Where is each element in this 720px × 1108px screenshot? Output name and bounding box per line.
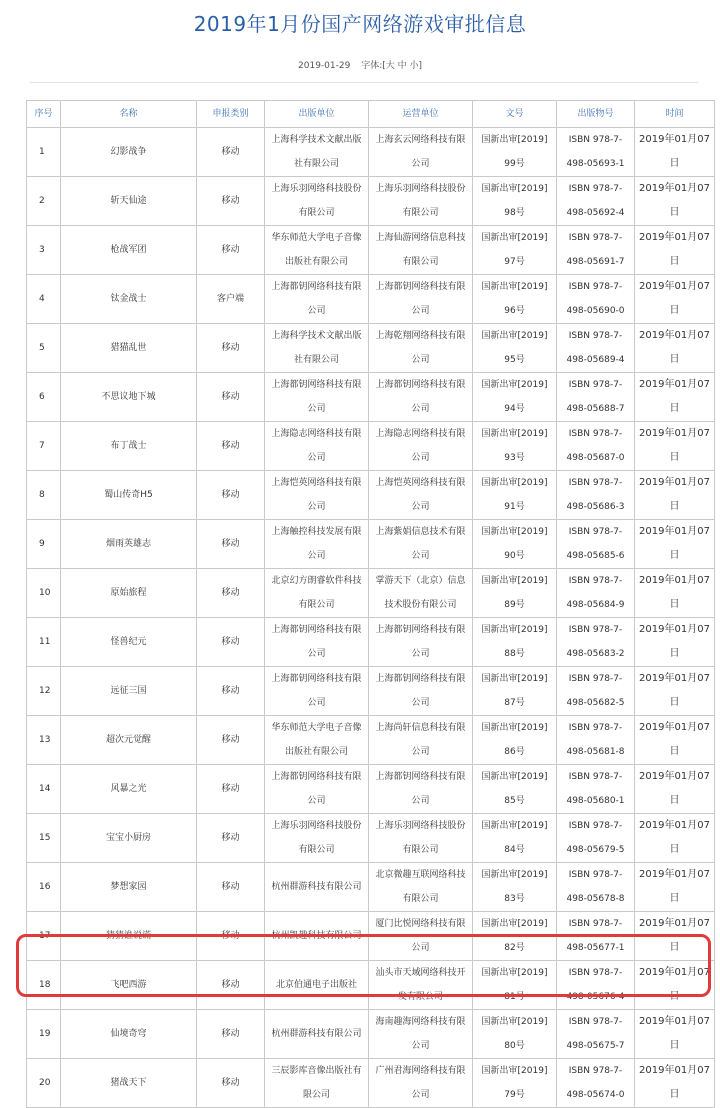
col-doc-number-cell: 国新出审[2019] 88号 [473, 618, 557, 667]
table-row [27, 569, 715, 618]
table-row [27, 765, 715, 814]
col-name-cell: 怪兽纪元 [61, 618, 197, 667]
col-serial-cell: 1 [27, 128, 61, 177]
table-row [27, 324, 715, 373]
table-row [27, 814, 715, 863]
table-row [27, 716, 715, 765]
table-row [27, 667, 715, 716]
col-doc-number-cell: 国新出审[2019] 87号 [473, 667, 557, 716]
col-isbn-cell: ISBN 978-7-498-05684-9 [557, 569, 635, 618]
col-serial-cell: 17 [27, 912, 61, 961]
highlight-box [16, 934, 711, 997]
col-time-cell: 2019年01月07日 [635, 814, 715, 863]
col-operator-cell: 上海都钥网络科技有限公司 [369, 618, 473, 667]
col-isbn-cell: ISBN 978-7-498-05692-4 [557, 177, 635, 226]
col-publisher-cell: 上海科学技术文献出版社有限公司 [265, 324, 369, 373]
col-time-cell: 2019年01月07日 [635, 569, 715, 618]
col-operator-cell: 上海尚轩信息科技有限公司 [369, 716, 473, 765]
col-doc-number-cell: 国新出审[2019] 97号 [473, 226, 557, 275]
table-row [27, 863, 715, 912]
font-size-switcher[interactable]: 字体:[大 中 小] [361, 61, 422, 71]
col-doc-number-cell: 国新出审[2019] 94号 [473, 373, 557, 422]
col-isbn-cell: ISBN 978-7-498-05693-1 [557, 128, 635, 177]
col-publisher-cell: 上海乐羽网络科技股份有限公司 [265, 814, 369, 863]
col-serial-cell: 19 [27, 1010, 61, 1059]
col-time-cell: 2019年01月07日 [635, 177, 715, 226]
col-doc-number-cell: 国新出审[2019] 89号 [473, 569, 557, 618]
col-name-cell: 猜猜谁说谎 [61, 912, 197, 961]
col-isbn-cell: ISBN 978-7-498-05680-1 [557, 765, 635, 814]
col-name-cell: 枪战军团 [61, 226, 197, 275]
col-publisher-cell: 上海都钥网络科技有限公司 [265, 618, 369, 667]
col-name-cell: 超次元觉醒 [61, 716, 197, 765]
col-time-cell: 2019年01月07日 [635, 128, 715, 177]
col-isbn-cell: ISBN 978-7-498-05686-3 [557, 471, 635, 520]
col-category-cell: 移动 [197, 618, 265, 667]
col-category-cell: 移动 [197, 373, 265, 422]
col-doc-number-cell: 国新出审[2019] 82号 [473, 912, 557, 961]
col-serial-cell: 13 [27, 716, 61, 765]
col-operator-cell: 上海恺英网络科技有限公司 [369, 471, 473, 520]
col-time-cell: 2019年01月07日 [635, 324, 715, 373]
col-time-cell: 2019年01月07日 [635, 716, 715, 765]
col-name-cell: 飞吧西游 [61, 961, 197, 1010]
col-category-cell: 移动 [197, 128, 265, 177]
col-name-cell: 布丁战士 [61, 422, 197, 471]
col-serial-cell: 9 [27, 520, 61, 569]
col-name-cell: 斩天仙途 [61, 177, 197, 226]
col-name-header: 名称 [61, 101, 197, 128]
col-operator-cell: 上海都钥网络科技有限公司 [369, 275, 473, 324]
col-serial-cell: 8 [27, 471, 61, 520]
col-isbn-cell: ISBN 978-7-498-05688-7 [557, 373, 635, 422]
col-name-cell: 猪战天下 [61, 1059, 197, 1108]
col-name-cell: 不思议地下城 [61, 373, 197, 422]
col-doc-number-cell: 国新出审[2019] 79号 [473, 1059, 557, 1108]
col-serial-cell: 7 [27, 422, 61, 471]
col-time-cell: 2019年01月07日 [635, 667, 715, 716]
col-name-cell: 仙境奇穹 [61, 1010, 197, 1059]
col-doc-number-cell: 国新出审[2019] 90号 [473, 520, 557, 569]
col-publisher-header: 出版单位 [265, 101, 369, 128]
col-doc-number-cell: 国新出审[2019] 86号 [473, 716, 557, 765]
col-serial-cell: 12 [27, 667, 61, 716]
col-time-cell: 2019年01月07日 [635, 373, 715, 422]
col-publisher-cell: 杭州群游科技有限公司 [265, 1010, 369, 1059]
col-publisher-cell: 三辰影库音像出版社有限公司 [265, 1059, 369, 1108]
col-category-cell: 移动 [197, 912, 265, 961]
col-doc-number-cell: 国新出审[2019] 83号 [473, 863, 557, 912]
col-serial-cell: 18 [27, 961, 61, 1010]
col-category-cell: 移动 [197, 569, 265, 618]
col-publisher-cell: 上海乐羽网络科技股份有限公司 [265, 177, 369, 226]
col-name-cell: 原始旅程 [61, 569, 197, 618]
col-publisher-cell: 上海恺英网络科技有限公司 [265, 471, 369, 520]
col-time-cell: 2019年01月07日 [635, 961, 715, 1010]
col-category-cell: 移动 [197, 422, 265, 471]
col-name-cell: 烟雨英雄志 [61, 520, 197, 569]
col-isbn-cell: ISBN 978-7-498-05679-5 [557, 814, 635, 863]
col-publisher-cell: 杭州群游科技有限公司 [265, 863, 369, 912]
col-publisher-cell: 上海都钥网络科技有限公司 [265, 373, 369, 422]
col-category-cell: 移动 [197, 814, 265, 863]
table-row [27, 226, 715, 275]
col-name-cell: 猎猫乱世 [61, 324, 197, 373]
col-isbn-cell: ISBN 978-7-498-05674-0 [557, 1059, 635, 1108]
col-time-cell: 2019年01月07日 [635, 275, 715, 324]
col-category-cell: 移动 [197, 961, 265, 1010]
col-category-cell: 移动 [197, 765, 265, 814]
article-meta [0, 58, 720, 71]
col-publisher-cell: 上海都钥网络科技有限公司 [265, 667, 369, 716]
col-operator-cell: 上海都钥网络科技有限公司 [369, 373, 473, 422]
col-operator-cell: 上海都钥网络科技有限公司 [369, 765, 473, 814]
col-category-cell: 移动 [197, 520, 265, 569]
col-operator-cell: 海南趣海网络科技有限公司 [369, 1010, 473, 1059]
col-operator-cell: 上海隐志网络科技有限公司 [369, 422, 473, 471]
col-category-cell: 客户端 [197, 275, 265, 324]
col-doc-number-cell: 国新出审[2019] 80号 [473, 1010, 557, 1059]
col-name-cell: 幻影战争 [61, 128, 197, 177]
col-operator-cell: 厦门比悦网络科技有限公司 [369, 912, 473, 961]
col-serial-cell: 3 [27, 226, 61, 275]
col-isbn-cell: ISBN 978-7-498-05682-5 [557, 667, 635, 716]
col-doc-number-cell: 国新出审[2019] 84号 [473, 814, 557, 863]
col-category-header: 申报类别 [197, 101, 265, 128]
col-publisher-cell: 北京幻方朗睿软件科技有限公司 [265, 569, 369, 618]
table-row [27, 128, 715, 177]
col-category-cell: 移动 [197, 177, 265, 226]
table-row [27, 1059, 715, 1108]
col-isbn-cell: ISBN 978-7-498-05675-7 [557, 1010, 635, 1059]
col-serial-cell: 5 [27, 324, 61, 373]
col-doc-number-cell: 国新出审[2019] 96号 [473, 275, 557, 324]
col-isbn-cell: ISBN 978-7-498-05677-1 [557, 912, 635, 961]
col-doc-number-cell: 国新出审[2019] 85号 [473, 765, 557, 814]
col-serial-cell: 6 [27, 373, 61, 422]
col-time-cell: 2019年01月07日 [635, 520, 715, 569]
col-time-header: 时间 [635, 101, 715, 128]
col-serial-cell: 2 [27, 177, 61, 226]
col-serial-cell: 16 [27, 863, 61, 912]
col-serial-cell: 14 [27, 765, 61, 814]
col-time-cell: 2019年01月07日 [635, 422, 715, 471]
col-operator-cell: 掌游天下（北京）信息技术股份有限公司 [369, 569, 473, 618]
table-row [27, 471, 715, 520]
col-category-cell: 移动 [197, 716, 265, 765]
col-operator-header: 运营单位 [369, 101, 473, 128]
col-publisher-cell: 华东师范大学电子音像出版社有限公司 [265, 226, 369, 275]
col-publisher-cell: 上海隐志网络科技有限公司 [265, 422, 369, 471]
col-time-cell: 2019年01月07日 [635, 618, 715, 667]
col-isbn-cell: ISBN 978-7-498-05690-0 [557, 275, 635, 324]
col-doc-number-cell: 国新出审[2019] 98号 [473, 177, 557, 226]
col-doc-number-cell: 国新出审[2019] 93号 [473, 422, 557, 471]
col-name-cell: 蜀山传奇H5 [61, 471, 197, 520]
col-name-cell: 远征三国 [61, 667, 197, 716]
col-operator-cell: 汕头市天域网络科技开发有限公司 [369, 961, 473, 1010]
col-time-cell: 2019年01月07日 [635, 1010, 715, 1059]
col-operator-cell: 上海玄云网络科技有限公司 [369, 128, 473, 177]
col-category-cell: 移动 [197, 324, 265, 373]
col-isbn-cell: ISBN 978-7-498-05678-8 [557, 863, 635, 912]
col-serial-cell: 11 [27, 618, 61, 667]
col-name-cell: 梦想家园 [61, 863, 197, 912]
col-time-cell: 2019年01月07日 [635, 471, 715, 520]
col-doc-number-header: 文号 [473, 101, 557, 128]
col-isbn-cell: ISBN 978-7-498-05683-2 [557, 618, 635, 667]
col-category-cell: 移动 [197, 226, 265, 275]
col-time-cell: 2019年01月07日 [635, 1059, 715, 1108]
col-time-cell: 2019年01月07日 [635, 226, 715, 275]
col-publisher-cell: 上海都钥网络科技有限公司 [265, 275, 369, 324]
col-isbn-cell: ISBN 978-7-498-05687-0 [557, 422, 635, 471]
col-serial-cell: 10 [27, 569, 61, 618]
col-serial-cell: 20 [27, 1059, 61, 1108]
col-publisher-cell: 上海科学技术文献出版社有限公司 [265, 128, 369, 177]
col-category-cell: 移动 [197, 471, 265, 520]
col-name-cell: 钛金战士 [61, 275, 197, 324]
col-isbn-cell: ISBN 978-7-498-05681-8 [557, 716, 635, 765]
col-isbn-header: 出版物号 [557, 101, 635, 128]
col-publisher-cell: 杭州凯趣科技有限公司 [265, 912, 369, 961]
col-time-cell: 2019年01月07日 [635, 863, 715, 912]
col-doc-number-cell: 国新出审[2019] 91号 [473, 471, 557, 520]
col-time-cell: 2019年01月07日 [635, 765, 715, 814]
divider [30, 82, 698, 83]
col-operator-cell: 上海仙游网络信息科技有限公司 [369, 226, 473, 275]
col-operator-cell: 上海都钥网络科技有限公司 [369, 667, 473, 716]
col-publisher-cell: 北京伯通电子出版社 [265, 961, 369, 1010]
page-title: 2019年1月份国产网络游戏审批信息 [193, 12, 527, 36]
col-isbn-cell: ISBN 978-7-498-05691-7 [557, 226, 635, 275]
col-serial-header: 序号 [27, 101, 61, 128]
col-time-cell: 2019年01月07日 [635, 912, 715, 961]
col-category-cell: 移动 [197, 667, 265, 716]
col-serial-cell: 4 [27, 275, 61, 324]
table-row [27, 275, 715, 324]
col-operator-cell: 上海紫娟信息技术有限公司 [369, 520, 473, 569]
table-row [27, 177, 715, 226]
col-category-cell: 移动 [197, 1010, 265, 1059]
col-doc-number-cell: 国新出审[2019] 99号 [473, 128, 557, 177]
col-isbn-cell: ISBN 978-7-498-05676-4 [557, 961, 635, 1010]
table-header-row [27, 101, 715, 128]
col-isbn-cell: ISBN 978-7-498-05689-4 [557, 324, 635, 373]
col-name-cell: 风暴之光 [61, 765, 197, 814]
col-operator-cell: 广州君海网络科技有限公司 [369, 1059, 473, 1108]
table-row [27, 1010, 715, 1059]
col-serial-cell: 15 [27, 814, 61, 863]
col-operator-cell: 北京微趣互联网络科技有限公司 [369, 863, 473, 912]
col-publisher-cell: 华东师范大学电子音像出版社有限公司 [265, 716, 369, 765]
table-row [27, 618, 715, 667]
table-row [27, 373, 715, 422]
table-row [27, 520, 715, 569]
col-operator-cell: 上海乐羽网络科技股份有限公司 [369, 814, 473, 863]
publish-date: 2019-01-29 [298, 61, 351, 71]
col-category-cell: 移动 [197, 1059, 265, 1108]
col-operator-cell: 上海乐羽网络科技股份有限公司 [369, 177, 473, 226]
col-doc-number-cell: 国新出审[2019] 81号 [473, 961, 557, 1010]
col-doc-number-cell: 国新出审[2019] 95号 [473, 324, 557, 373]
col-operator-cell: 上海乾翔网络科技有限公司 [369, 324, 473, 373]
col-name-cell: 宝宝小厨房 [61, 814, 197, 863]
table-row [27, 422, 715, 471]
col-publisher-cell: 上海触控科技发展有限公司 [265, 520, 369, 569]
col-category-cell: 移动 [197, 863, 265, 912]
col-isbn-cell: ISBN 978-7-498-05685-6 [557, 520, 635, 569]
col-publisher-cell: 上海都钥网络科技有限公司 [265, 765, 369, 814]
